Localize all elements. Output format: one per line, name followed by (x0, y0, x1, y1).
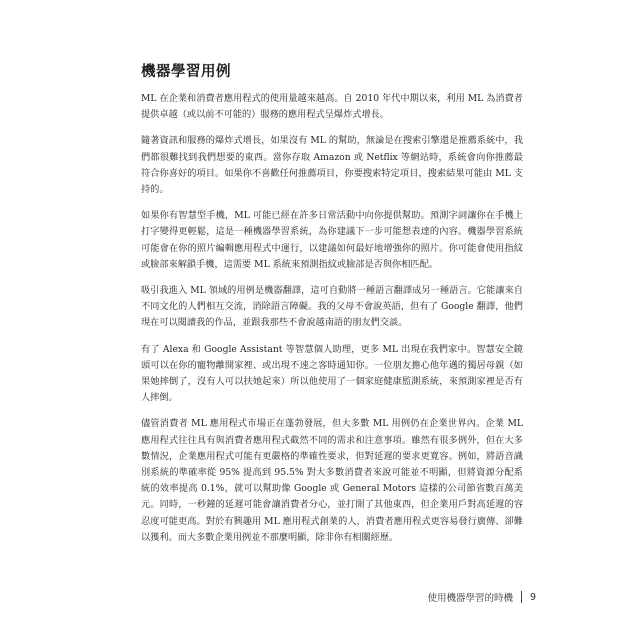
paragraph-machine-translation: 吸引我進入 ML 領域的用例是機器翻譯，這可自動將一種語言翻譯成另一種語言。它能讓來自不同文化的人們相互交流，消除語言障礙。我的父母不會說英語，但有了 Google 翻譯，他們現在可以閱讀我的作品，並跟我那些不會說越南語的朋友們交談。 (141, 285, 523, 329)
footer-divider (521, 591, 522, 603)
paragraph-search-recommendation: 隨著資訊和服務的爆炸式增長，如果沒有 ML 的幫助，無論是在搜索引擎還是推薦系統中，我們都很難找到我們想要的東西。當你存取 Amazon 或 Netflix 等網站時，系統會向你推薦最符合你喜好的項目。如果你不喜歡任何推薦項目，你要搜索特定項目，搜索結果可能由 ML 支持的。 (141, 135, 523, 196)
paragraph-ml-growth: ML 在企業和消費者應用程式的使用量越來越高。自 2010 年代中期以來，利用 ML 為消費者提供卓越（或以前不可能的）服務的應用程式呈爆炸式增長。 (141, 93, 523, 121)
page-number: 9 (529, 591, 536, 603)
section-title: 機器學習用例 (141, 64, 231, 80)
paragraph-personal-assistants: 有了 Alexa 和 Google Assistant 等智慧個人助理，更多 ML 出現在我們家中。智慧安全鏡頭可以在你的寵物離開家裡、或出現不速之客時通知你。一位朋友擔心他年邁的獨居母親（如果她摔倒了，沒有人可以扶她起來）所以他使用了一個家庭健康監測系統，來預測家裡是否有人摔倒。 (141, 343, 523, 404)
paragraph-smartphone: 如果你有智慧型手機，ML 可能已經在許多日常活動中向你提供幫助。預測字詞讓你在手機上打字變得更輕鬆，這是一種機器學習系統，為你建議下一步可能想表達的內容。機器學習系統可能會在你的照片編輯應用程式中運行，以建議如何最好地增強你的照片。你可能會使用指紋或臉部來解鎖手機，這需要 ML 系統來預測指紋或臉部是否與你相匹配。 (141, 210, 523, 270)
page-footer (427, 590, 536, 604)
body-text (141, 91, 523, 556)
paragraph-enterprise: 儘管消費者 ML 應用程式市場正在蓬勃發展，但大多數 ML 用例仍在企業世界內。企業 ML 應用程式往往具有與消費者應用程式截然不同的需求和注意事項。雖然有很多例外，但在大多數情況，企業應用程式可能有更嚴格的準確性要求，但對延遲的要求更寬容。例如，將語音識別系統的準確率從 95% 提高到 95.5% 對大多數消費者來說可能並不明顯，但將資源分配系統的效率提高 0.1%，就可以幫助像 Google 或 General Motors 這樣的公司節省數百萬美元。同時，一秒鐘的延遲可能會讓消費者分心，並打開了其他東西，但企業用戶對高延遲的容忍度可能更高。對於有興趣用 ML 應用程式創業的人，消費者應用程式更容易發行廣傳、卻難以獲利。而大多數企業用例並不那麼明顯，除非你有相關經歷。 (141, 418, 523, 543)
footer-chapter-title: 使用機器學習的時機 (427, 593, 513, 604)
